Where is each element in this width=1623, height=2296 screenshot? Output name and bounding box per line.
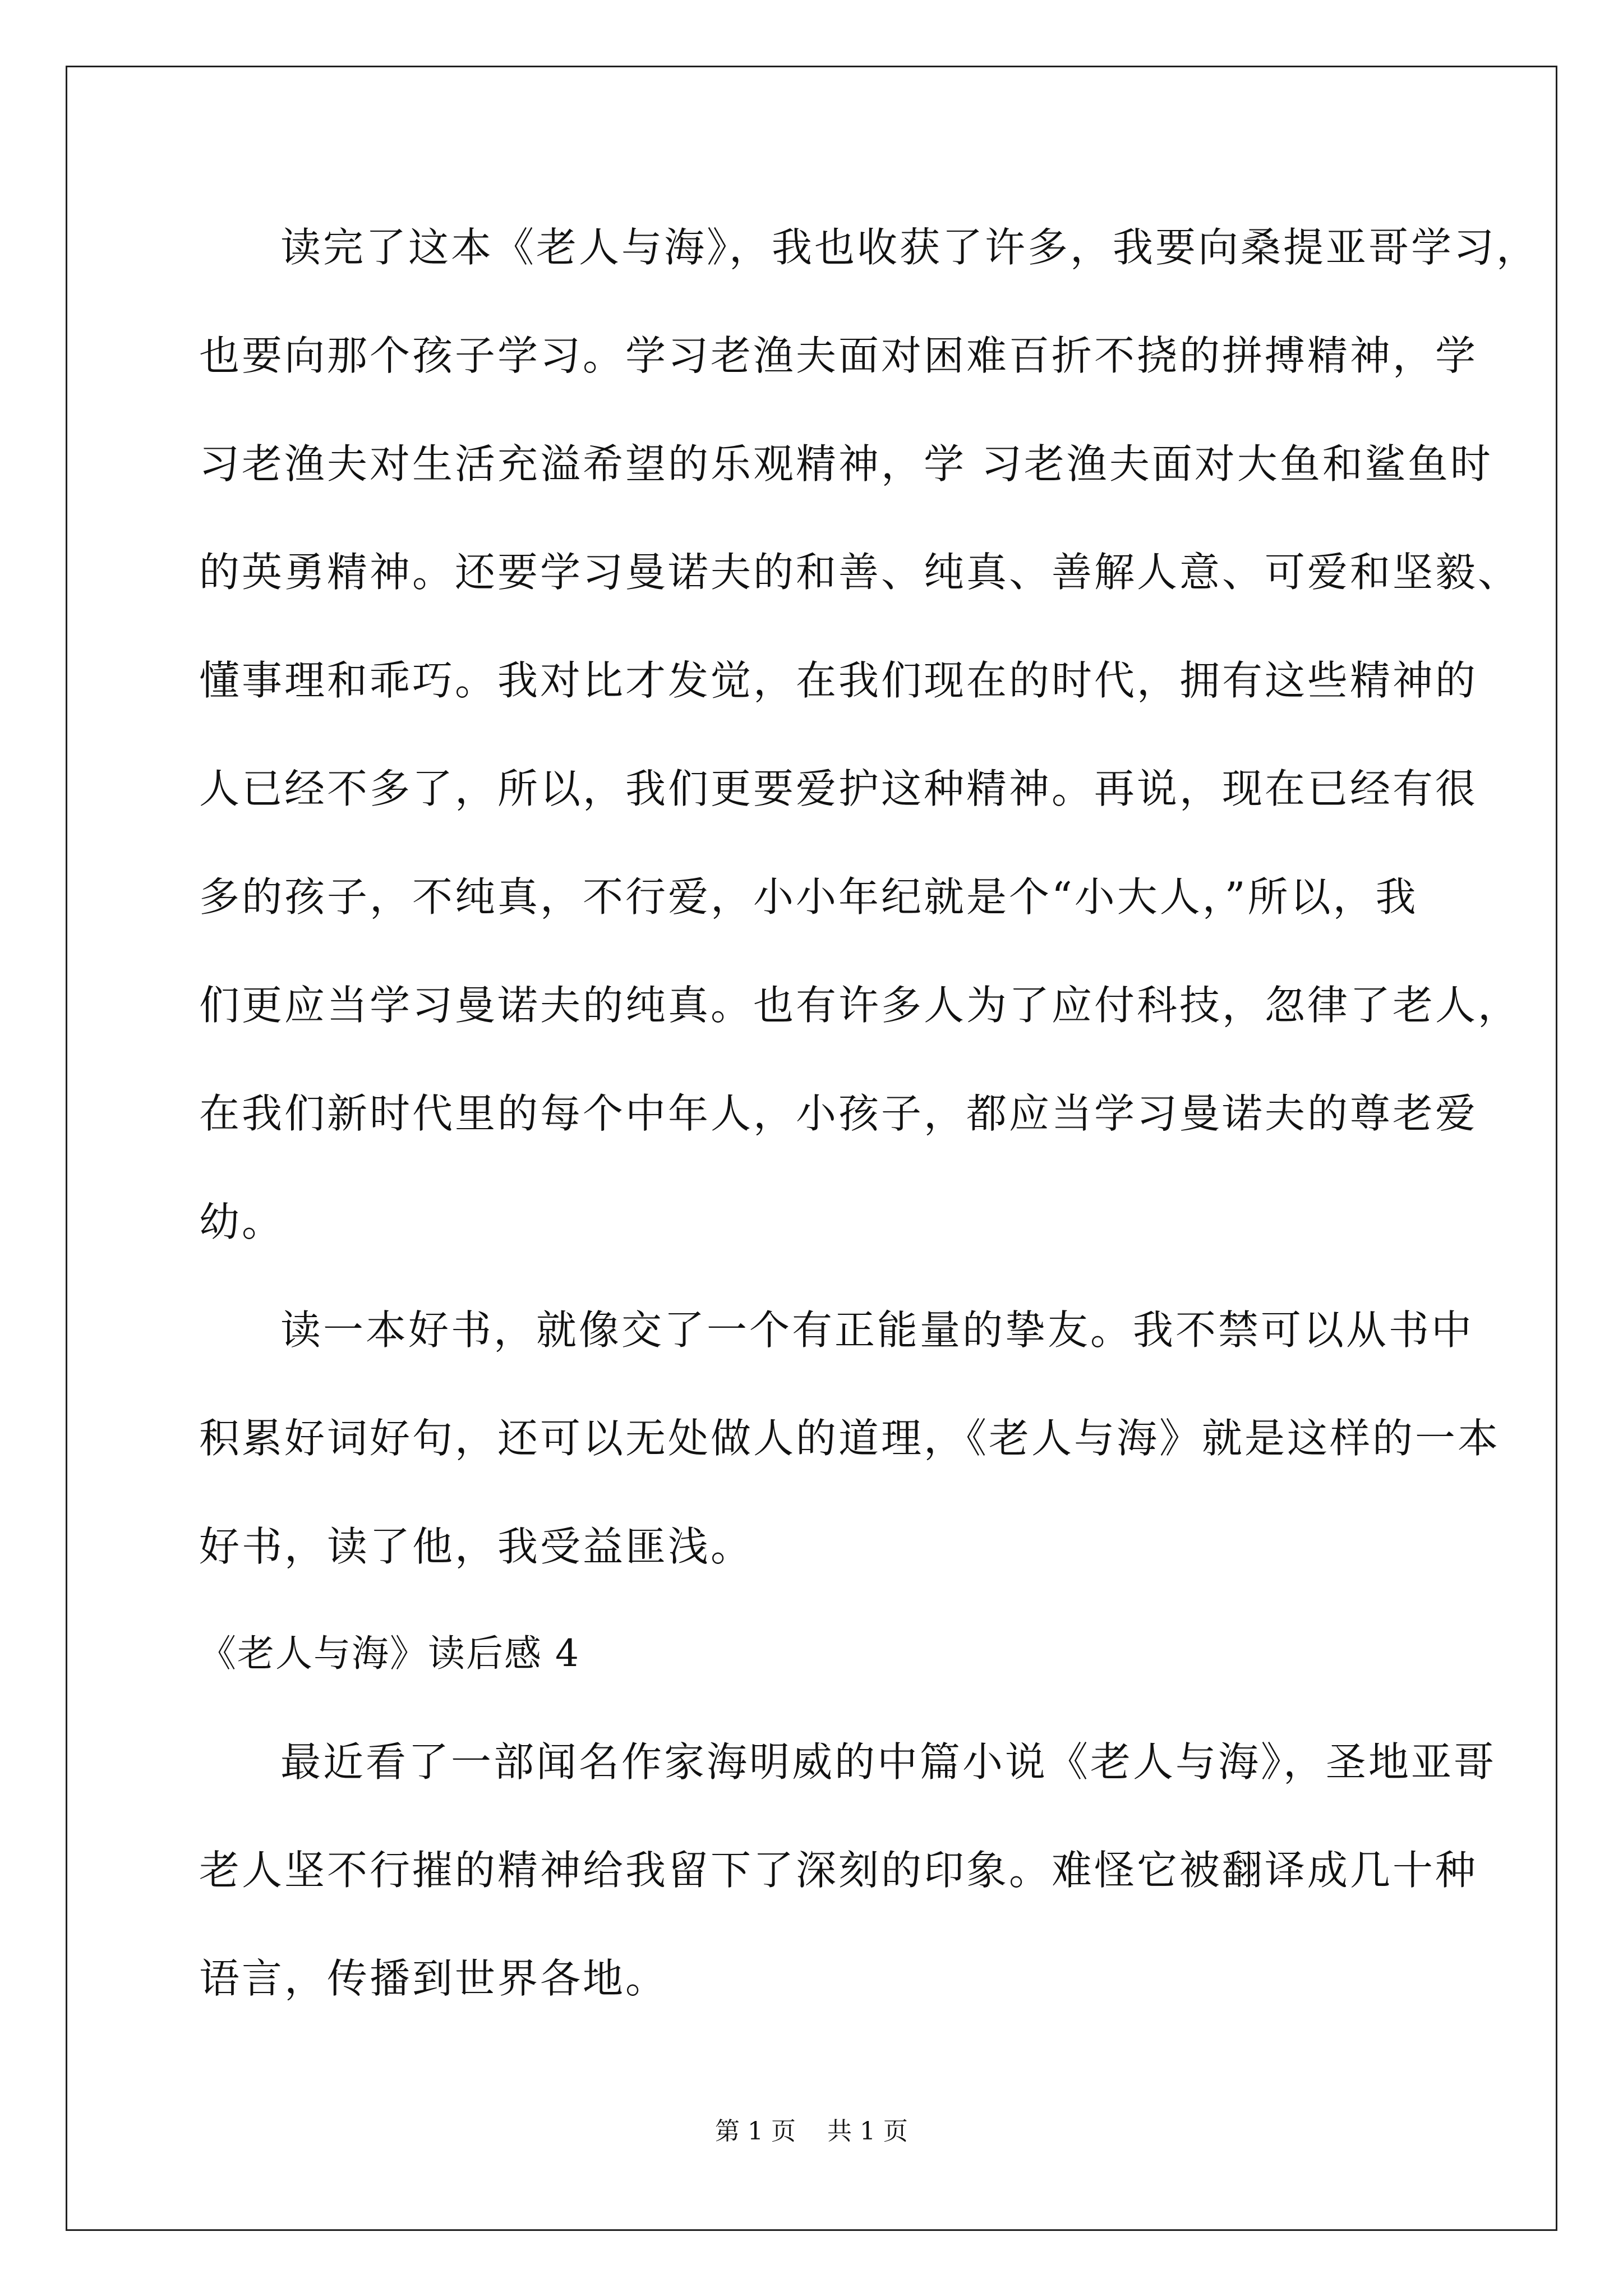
paragraph-line: 老人坚不行摧的精神给我留下了深刻的印象。难怪它被翻译成几十种 [199,1847,1478,1894]
paragraph-line: 习老渔夫对生活充溢希望的乐观精神，学 习老渔夫面对大鱼和鲨鱼时 [199,440,1493,487]
page-border [66,66,1557,2231]
paragraph-line: 积累好词好句，还可以无处做人的道理，《老人与海》就是这样的一本 [199,1415,1501,1462]
page-footer: 第 1 页 共 1 页 [715,2117,908,2146]
section-heading: 《老人与海》读后感 4 [199,1632,580,1675]
paragraph-line: 们更应当学习曼诺夫的纯真。也有许多人为了应付科技，忽律了老人， [199,982,1521,1029]
paragraph-line: 好书，读了他，我受益匪浅。 [199,1523,754,1570]
paragraph-line: 的英勇精神。还要学习曼诺夫的和善、纯真、善解人意、可爱和坚毅、 [199,549,1521,596]
paragraph-line: 读完了这本《老人与海》，我也收获了许多，我要向桑提亚哥学习， [280,224,1539,271]
paragraph-line: 幼。 [199,1198,285,1245]
paragraph-line: 语言，传播到世界各地。 [199,1955,668,2002]
paragraph-line: 也要向那个孩子学习。学习老渔夫面对困难百折不挠的拼搏精神，学 [199,332,1478,379]
paragraph-line: 最近看了一部闻名作家海明威的中篇小说《老人与海》，圣地亚哥 [280,1738,1497,1786]
paragraph-line: 懂事理和乖巧。我对比才发觉，在我们现在的时代，拥有这些精神的 [199,657,1478,704]
paragraph-line: 多的孩子，不纯真，不行爱，小小年纪就是个“小大人，”所以，我 [199,873,1418,921]
paragraph-line: 读一本好书，就像交了一个有正能量的挚友。我不禁可以从书中 [280,1306,1474,1354]
paragraph-line: 在我们新时代里的每个中年人，小孩子，都应当学习曼诺夫的尊老爱 [199,1090,1478,1137]
paragraph-line: 人已经不多了，所以，我们更要爱护这种精神。再说，现在已经有很 [199,765,1478,812]
